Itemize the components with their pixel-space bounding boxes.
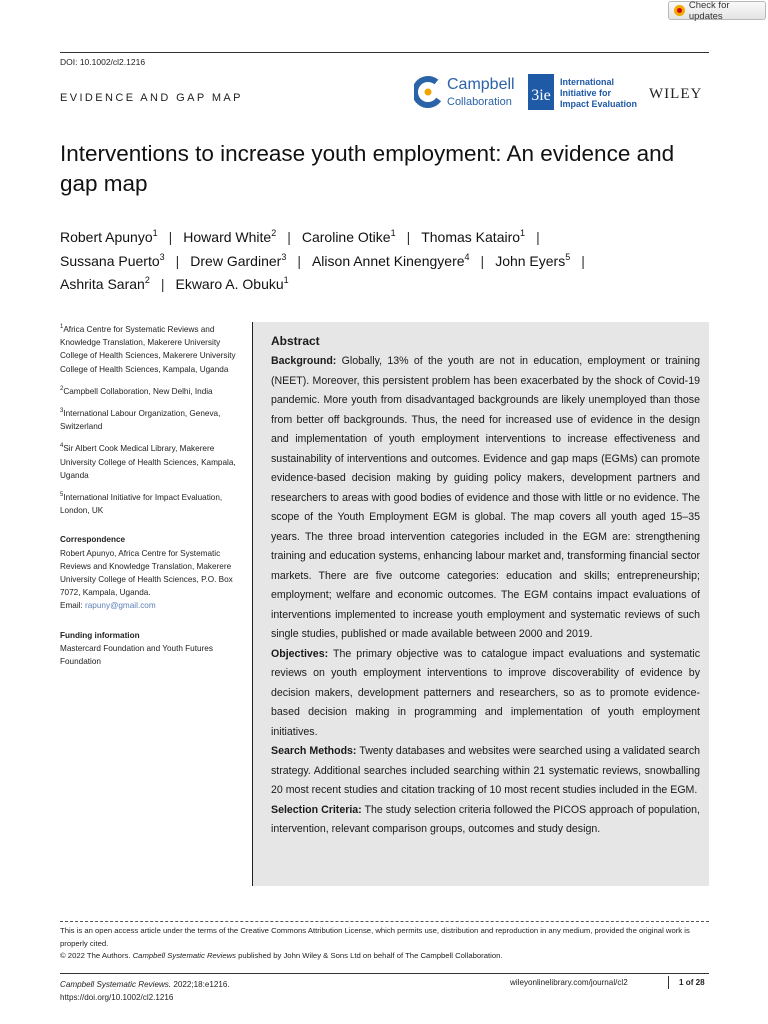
author-affiliation-marker: 3 (281, 251, 287, 262)
abstract-section: Selection Criteria: The study selection criteria followed the PICOS approach of population, intervention, relevant comparison groups, outcomes and study design. (271, 803, 700, 835)
author-name: Ekwaro A. Obuku$^1$ (175, 275, 289, 292)
author-affiliation-marker: 2 (271, 228, 277, 238)
author-separator: | (480, 252, 485, 269)
svg-text:Campbell: Campbell (447, 76, 515, 93)
license-text: This is an open access article under the terms of the Creative Commons Attribution License, which permits use, distribution and reproduction in any medium, provided the original work is properly cited. (60, 926, 690, 948)
abstract-section: Objectives: The primary objective was to catalogue impact evaluations and systematic reviews on youth employment interventions to improve discoverability of evidence by decision makers, development patterners and researchers, so as to promote evidence-based decision making in programming and implementation of youth employment initiatives. (271, 647, 700, 738)
author-affiliation-marker: 4 (464, 251, 470, 262)
author-affiliation-marker: 1 (283, 275, 289, 285)
affiliation-item: $^3$International Labour Organization, Geneva, Switzerland (60, 408, 221, 432)
wiley-logo: WILEY (649, 86, 703, 102)
abstract-section: Background: Globally, 13% of the youth are not in education, employment or training (NEET). Moreover, this persistent problem has been exacerbated by the shock of Covid-19 pandemic. More youth from disadvantaged backgrounds are likely unemployed than those from better off backgrounds. Thus, the need for increased use of evidence in the design and implementation of youth employment interventions to increase effectiveness and sustainability of interventions and outcomes. Evidence and gap maps (EGMs) can promote evidence-based decision making by guiding policy makers, development partners and researchers to areas with good bodies of evidence and those with little or no evidence. The scope of the Youth Employment EGM is global. The map covers all youth aged 15–35 years. The three broad intervention categories included in the EGM are: strengthening training and education systems, enhancing labour market and, transforming financial sector markets. There are five outcome categories: education and skills; entrepreneurship; employment; welfare and economic outcomes. The EGM contains impact evaluations of interventions implemented to increase youth employment and systematic reviews of such single studies, published or made available between 2000 and 2019. (271, 355, 700, 640)
affiliation-item: $^4$Sir Albert Cook Medical Library, Makerere University College of Health Sciences, Kampala, Uganda (60, 443, 236, 480)
affiliation-item: $^1$Africa Centre for Systematic Reviews and Knowledge Translation, Makerere University College of Health Sciences, Makerere University College of Health Sciences, Kampala, Uganda (60, 324, 236, 374)
email-link[interactable]: rapuny@gmail.com (85, 601, 156, 611)
3ie-logo (528, 74, 637, 110)
svg-text:3ie: 3ie (531, 87, 551, 104)
svg-text:Initiative for: Initiative for (560, 88, 612, 98)
affiliation-item: $^2$Campbell Collaboration, New Delhi, India (60, 385, 213, 396)
author-name: Caroline Otike$^1$ (301, 228, 396, 245)
author-separator: | (536, 229, 540, 245)
author-name: Thomas Katairo$^1$ (421, 228, 526, 245)
author-separator: | (297, 252, 301, 269)
author-name: Alison Annet Kinengyere$^4$ (311, 251, 470, 269)
author-separator: | (175, 252, 180, 269)
affiliation-column (60, 323, 245, 677)
publisher-logos (414, 72, 710, 112)
journal-site-link[interactable]: wileyonlinelibrary.com/journal/cl2 (510, 978, 628, 987)
affiliation-item: $^5$International Initiative for Impact Evaluation, London, UK (60, 492, 223, 516)
copyright-line: © 2022 The Authors. Campbell Systematic Reviews published by John Wiley & Sons Ltd on behalf of The Campbell Collaboration. (60, 951, 503, 961)
header-rule (60, 52, 709, 53)
crossmark-icon (674, 5, 685, 16)
author-separator: | (287, 229, 291, 245)
license-notice (60, 925, 710, 963)
author-separator: | (168, 229, 173, 245)
author-affiliation-marker: 1 (390, 228, 396, 238)
author-affiliation-marker: 3 (159, 251, 165, 262)
funding-block (60, 629, 245, 669)
page-number: 1 of 28 (668, 976, 705, 989)
author-name: Robert Apunyo$^1$ (60, 228, 158, 245)
author-separator: | (160, 276, 165, 292)
author-affiliation-marker: 2 (144, 275, 150, 285)
abstract (271, 331, 700, 840)
doi-link[interactable]: https://doi.org/10.1002/cl2.1216 (60, 993, 174, 1002)
author-name: Howard White$^2$ (183, 228, 277, 245)
section-label: EVIDENCE AND GAP MAP (60, 92, 243, 104)
author-list (60, 226, 710, 297)
author-name: Drew Gardiner$^3$ (190, 251, 287, 269)
journal-name: Campbell Systematic Reviews. (60, 980, 172, 989)
author-separator: | (581, 252, 585, 269)
abstract-sections (271, 352, 700, 840)
funding-text: Mastercard Foundation and Youth Futures Foundation (60, 643, 213, 667)
abstract-heading: Abstract (271, 334, 320, 348)
abstract-section-label: Search Methods: (271, 745, 357, 757)
license-divider (60, 921, 709, 922)
svg-text:Impact Evaluation: Impact Evaluation (560, 99, 638, 109)
author-name: Sussana Puerto$^3$ (60, 251, 165, 269)
affiliation-list (60, 323, 245, 517)
check-for-updates-button[interactable] (668, 1, 766, 20)
footer-citation (60, 978, 230, 1004)
check-for-updates-label: Check for updates (688, 0, 730, 22)
author-name: Ashrita Saran$^2$ (60, 275, 150, 292)
abstract-section-label: Background: (271, 355, 337, 367)
svg-text:International: International (560, 77, 615, 87)
campbell-logo (414, 74, 515, 110)
abstract-section-label: Objectives: (271, 647, 329, 660)
author-name: John Eyers$^5$ (495, 251, 571, 269)
correspondence-text: Robert Apunyo, Africa Centre for Systematic Reviews and Knowledge Translation, Makerere University College of Health Sciences, P.O. Box 7072, Kampala, Uganda. (60, 548, 233, 598)
author-affiliation-marker: 5 (565, 251, 571, 262)
citation: 2022;18:e1216. (171, 980, 230, 989)
email-label: Email: (60, 601, 83, 611)
abstract-section: Search Methods: Twenty databases and websites were searched using a validated search strategy. Additional searches included searching within 21 systematic reviews, snowballing 20 most recent studies and citation tracking of 10 most recent studies included in the EGM. (271, 745, 701, 796)
author-affiliation-marker: 1 (152, 228, 158, 238)
abstract-section-label: Selection Criteria: (271, 803, 362, 816)
author-separator: | (406, 229, 411, 245)
article-title: Interventions to increase youth employment: An evidence and gap map (60, 141, 675, 196)
funding-heading: Funding information (60, 630, 140, 640)
footer-rule (60, 973, 709, 974)
correspondence-block (60, 533, 245, 612)
author-affiliation-marker: 1 (520, 228, 526, 238)
svg-text:Collaboration: Collaboration (447, 96, 512, 108)
doi: DOI: 10.1002/cl2.1216 (60, 57, 146, 67)
correspondence-heading: Correspondence (60, 535, 126, 545)
